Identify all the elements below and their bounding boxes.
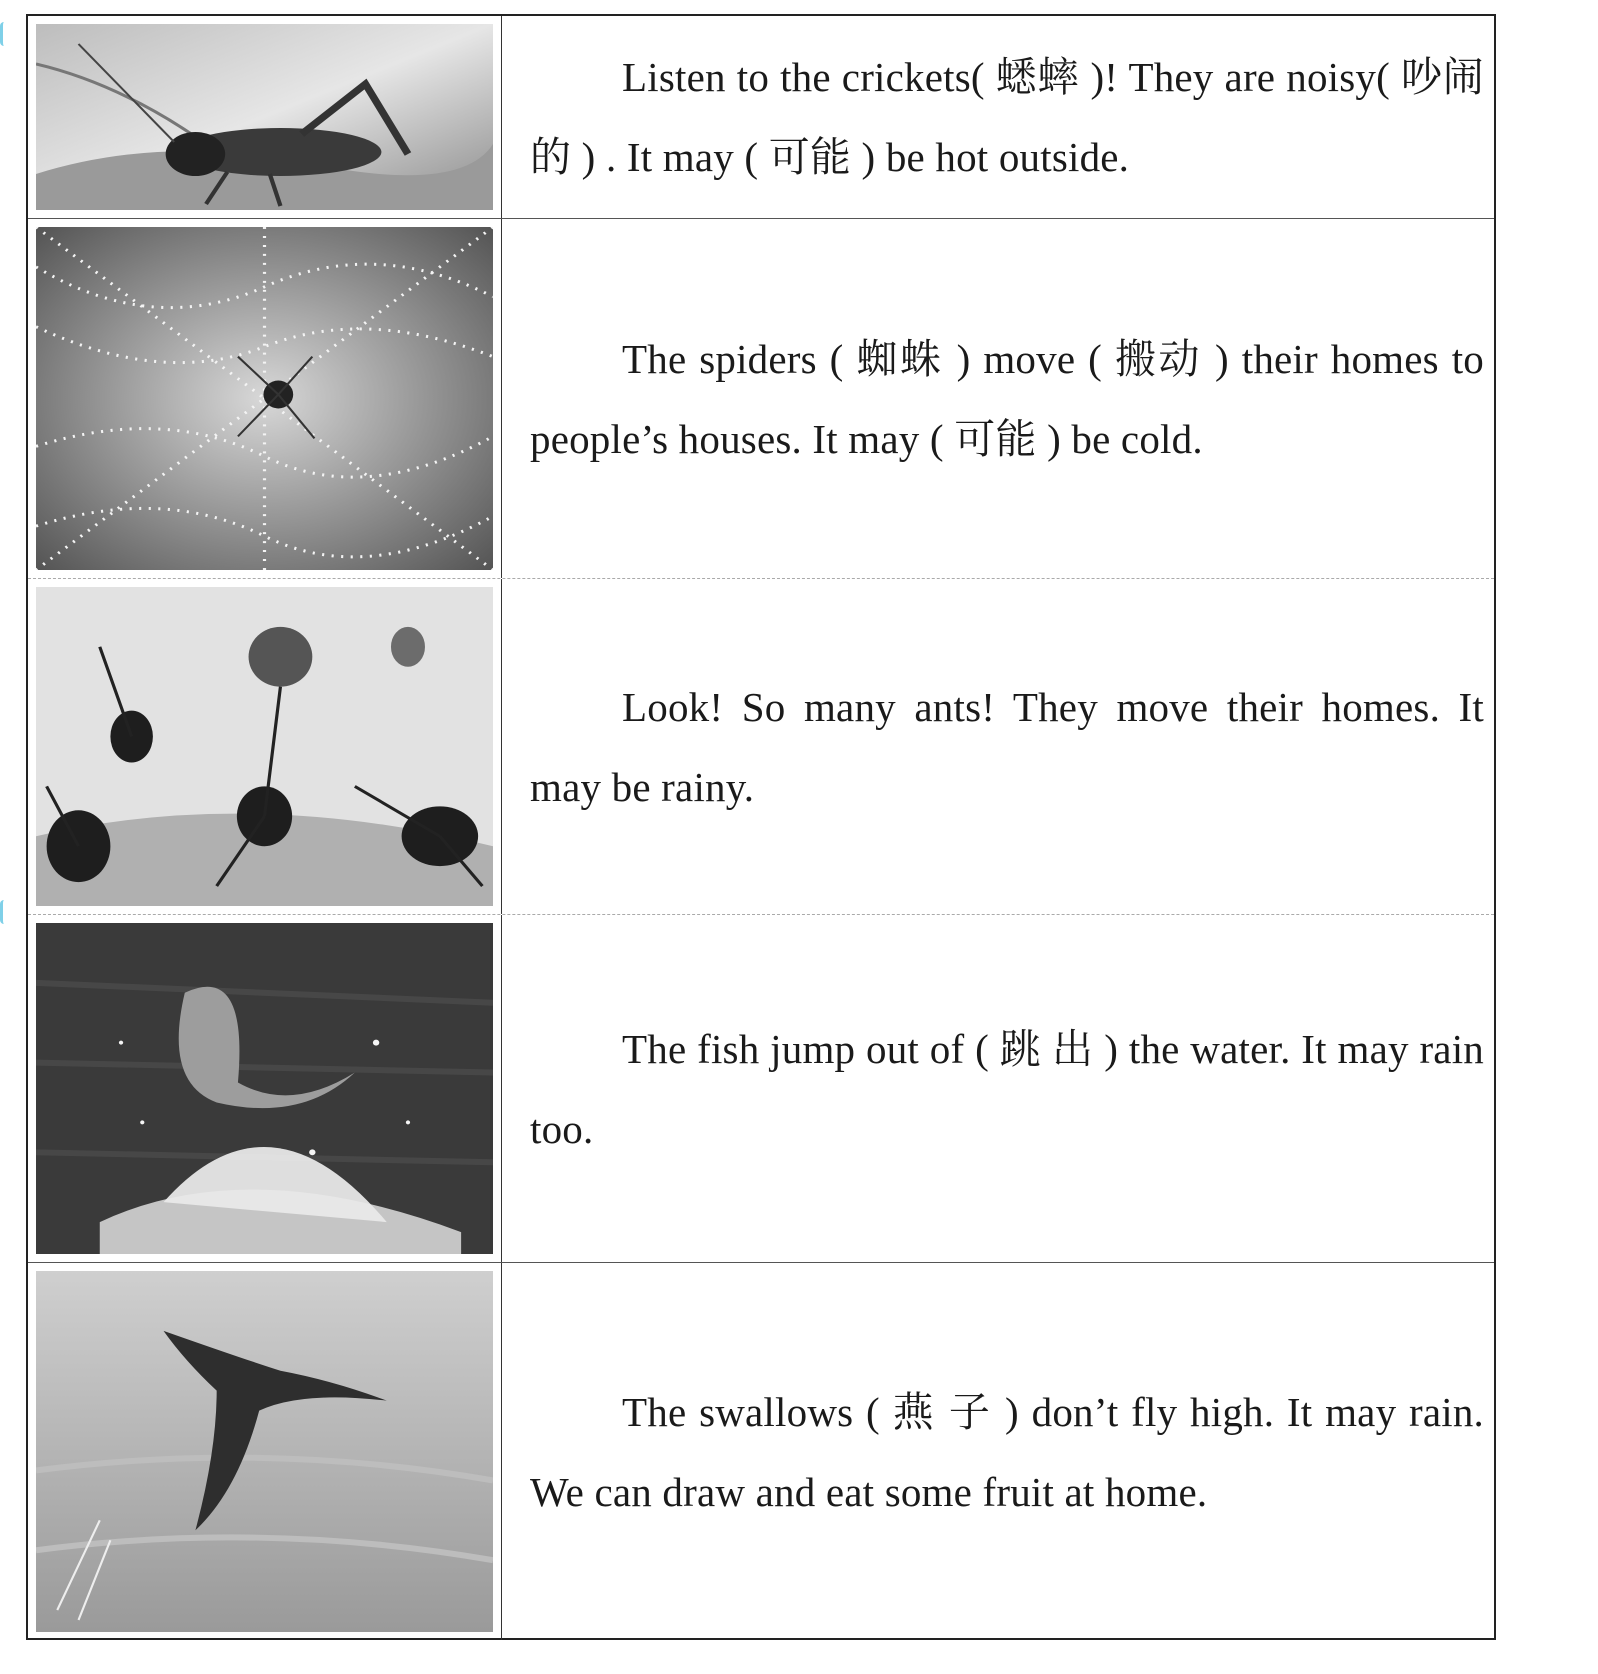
text-cell: [502, 219, 1494, 578]
ants-photo: [36, 587, 493, 906]
table-row: [28, 16, 1494, 218]
text-cell: [502, 579, 1494, 914]
table-row: [28, 1262, 1494, 1640]
margin-mark: [0, 22, 11, 46]
weather-signs-table: [26, 14, 1496, 1640]
margin-mark: [0, 900, 11, 924]
fish-text: The fish jump out of ( 跳 出 ) the water. It may rain too.: [530, 1025, 1484, 1152]
image-cell: [28, 1263, 502, 1640]
image-cell: [28, 16, 502, 218]
swallow-photo: [36, 1271, 493, 1632]
cricket-photo: [36, 24, 493, 210]
swallows-text: The swallows ( 燕 子 ) don’t fly high. It may rain. We can draw and eat some fruit at home.: [530, 1388, 1484, 1515]
spider-web-photo: [36, 227, 493, 570]
crickets-text: Listen to the crickets( 蟋蟀 )! They are noisy( 吵闹的 ) . It may ( 可能 ) be hot outside.: [530, 54, 1484, 180]
table-row: [28, 578, 1494, 914]
spiders-text: The spiders ( 蜘蛛 ) move ( 搬动 ) their homes to people’s houses. It may ( 可能 ) be cold.: [530, 335, 1484, 462]
image-cell: [28, 219, 502, 578]
image-cell: [28, 915, 502, 1262]
text-cell: [502, 915, 1494, 1262]
image-cell: [28, 579, 502, 914]
jumping-fish-photo: [36, 923, 493, 1254]
ants-text: Look! So many ants! They move their homes. It may be rainy.: [530, 683, 1484, 810]
table-row: [28, 914, 1494, 1262]
table-row: [28, 218, 1494, 578]
text-cell: [502, 16, 1494, 218]
text-cell: [502, 1263, 1494, 1640]
